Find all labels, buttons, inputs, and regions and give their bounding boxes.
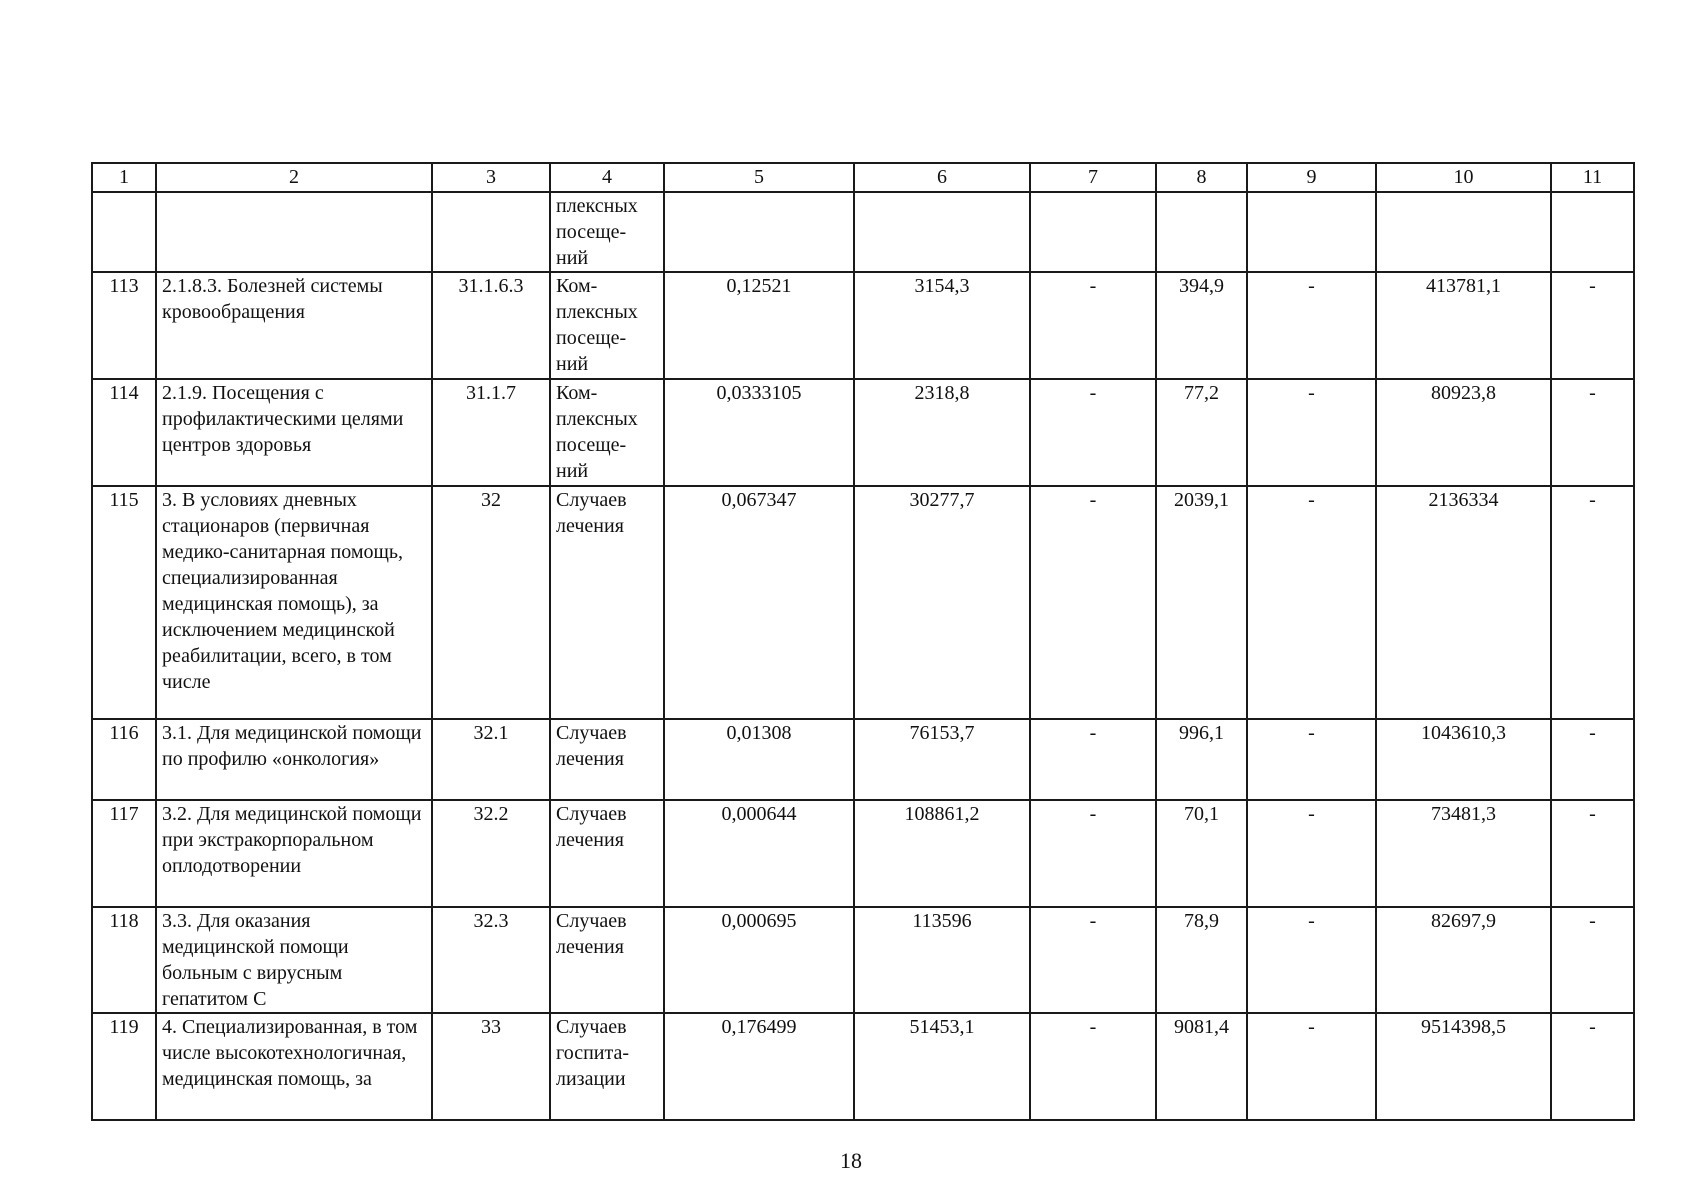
column-header: 4	[550, 163, 664, 192]
table-cell: Ком-плексных посеще-ний	[550, 379, 664, 486]
table-cell: -	[1030, 272, 1156, 379]
header-row	[92, 163, 1634, 192]
table-cell: 2.1.8.3. Болезней системы кровообращения	[156, 272, 432, 379]
column-header: 8	[1156, 163, 1247, 192]
table-cell: -	[1247, 907, 1376, 1013]
table-cell: -	[1247, 272, 1376, 379]
table-cell	[854, 192, 1030, 272]
table-cell: 3.3. Для оказания медицинской помощи больным с вирусным гепатитом С	[156, 907, 432, 1013]
table-cell	[1030, 192, 1156, 272]
table-cell: 114	[92, 379, 156, 486]
data-table	[91, 162, 1635, 1121]
column-header: 6	[854, 163, 1030, 192]
table-cell: -	[1030, 800, 1156, 907]
table-cell: плексных посеще-ний	[550, 192, 664, 272]
table-cell: 73481,3	[1376, 800, 1551, 907]
table-cell: -	[1247, 1013, 1376, 1120]
table-cell: 2318,8	[854, 379, 1030, 486]
table-cell: 413781,1	[1376, 272, 1551, 379]
table-cell: 4. Специализированная, в том числе высокотехнологичная, медицинская помощь, за	[156, 1013, 432, 1120]
table-cell: -	[1247, 486, 1376, 719]
table-cell: 2.1.9. Посещения с профилактическими целями центров здоровья	[156, 379, 432, 486]
table-cell: -	[1247, 379, 1376, 486]
table-cell	[432, 192, 550, 272]
table-cell: -	[1030, 486, 1156, 719]
table-cell: -	[1247, 719, 1376, 800]
table-cell: -	[1030, 907, 1156, 1013]
table-cell: -	[1551, 1013, 1634, 1120]
table-cell: -	[1551, 907, 1634, 1013]
table-cell: -	[1030, 379, 1156, 486]
column-header: 10	[1376, 163, 1551, 192]
table-cell: 80923,8	[1376, 379, 1551, 486]
table-cell: 117	[92, 800, 156, 907]
table-cell: 31.1.6.3	[432, 272, 550, 379]
table-cell: 115	[92, 486, 156, 719]
table-cell: 996,1	[1156, 719, 1247, 800]
table-cell: 3.2. Для медицинской помощи при экстракорпоральном оплодотворении	[156, 800, 432, 907]
table-cell	[92, 192, 156, 272]
table-cell	[1551, 192, 1634, 272]
table-cell: -	[1551, 379, 1634, 486]
table-cell: 3154,3	[854, 272, 1030, 379]
table-cell: 113596	[854, 907, 1030, 1013]
table-cell: -	[1030, 719, 1156, 800]
table-cell: -	[1551, 272, 1634, 379]
column-header: 9	[1247, 163, 1376, 192]
column-header: 5	[664, 163, 854, 192]
column-header: 11	[1551, 163, 1634, 192]
table-cell: 394,9	[1156, 272, 1247, 379]
table-cell: -	[1247, 800, 1376, 907]
page-number: 18	[840, 1148, 862, 1173]
table-cell: 0,12521	[664, 272, 854, 379]
table-cell: Случаев госпита-лизации	[550, 1013, 664, 1120]
table-cell: 77,2	[1156, 379, 1247, 486]
table-cell: 32.2	[432, 800, 550, 907]
table-cell: -	[1551, 719, 1634, 800]
table-cell: -	[1551, 486, 1634, 719]
table-row	[92, 486, 1634, 719]
table-cell: Случаев лечения	[550, 719, 664, 800]
table-cell: 30277,7	[854, 486, 1030, 719]
table-cell: 3.1. Для медицинской помощи по профилю «онкология»	[156, 719, 432, 800]
table-cell: 0,0333105	[664, 379, 854, 486]
table-row	[92, 379, 1634, 486]
column-header: 2	[156, 163, 432, 192]
table-cell: 0,01308	[664, 719, 854, 800]
table-cell: Ком-плексных посеще-ний	[550, 272, 664, 379]
table-cell: 32.1	[432, 719, 550, 800]
table-cell: 9081,4	[1156, 1013, 1247, 1120]
table-cell: 108861,2	[854, 800, 1030, 907]
table-cell: 33	[432, 1013, 550, 1120]
table-cell: 3. В условиях дневных стационаров (первичная медико-санитарная помощь, специализированная медицинская помощь), за исключением медицинской реабилитации, всего, в том числе	[156, 486, 432, 719]
column-header: 1	[92, 163, 156, 192]
table-cell: -	[1030, 1013, 1156, 1120]
table-cell: 0,067347	[664, 486, 854, 719]
table-cell: 82697,9	[1376, 907, 1551, 1013]
table-cell: 32	[432, 486, 550, 719]
table-cell: 1043610,3	[1376, 719, 1551, 800]
table-row	[92, 272, 1634, 379]
column-header: 3	[432, 163, 550, 192]
table-row	[92, 800, 1634, 907]
table-cell	[664, 192, 854, 272]
table-row	[92, 907, 1634, 1013]
table-cell: Случаев лечения	[550, 486, 664, 719]
table-cell: 113	[92, 272, 156, 379]
table-cell	[1376, 192, 1551, 272]
table-cell: Случаев лечения	[550, 907, 664, 1013]
table-cell: Случаев лечения	[550, 800, 664, 907]
table-cell: 9514398,5	[1376, 1013, 1551, 1120]
table-cell: 51453,1	[854, 1013, 1030, 1120]
column-header: 7	[1030, 163, 1156, 192]
table-cell: 0,000695	[664, 907, 854, 1013]
table-row	[92, 1013, 1634, 1120]
table-cell: 119	[92, 1013, 156, 1120]
table-cell: 31.1.7	[432, 379, 550, 486]
table-cell	[1156, 192, 1247, 272]
table-cell	[156, 192, 432, 272]
table-cell: 78,9	[1156, 907, 1247, 1013]
table-row	[92, 719, 1634, 800]
table-cell: 70,1	[1156, 800, 1247, 907]
table-cell: -	[1551, 800, 1634, 907]
table-cell: 0,176499	[664, 1013, 854, 1120]
table-cell: 2039,1	[1156, 486, 1247, 719]
table-cell: 76153,7	[854, 719, 1030, 800]
table-cell: 116	[92, 719, 156, 800]
table-cell	[1247, 192, 1376, 272]
table-cell: 32.3	[432, 907, 550, 1013]
table-cell: 2136334	[1376, 486, 1551, 719]
table-cell: 118	[92, 907, 156, 1013]
table-cell: 0,000644	[664, 800, 854, 907]
table-row	[92, 192, 1634, 272]
